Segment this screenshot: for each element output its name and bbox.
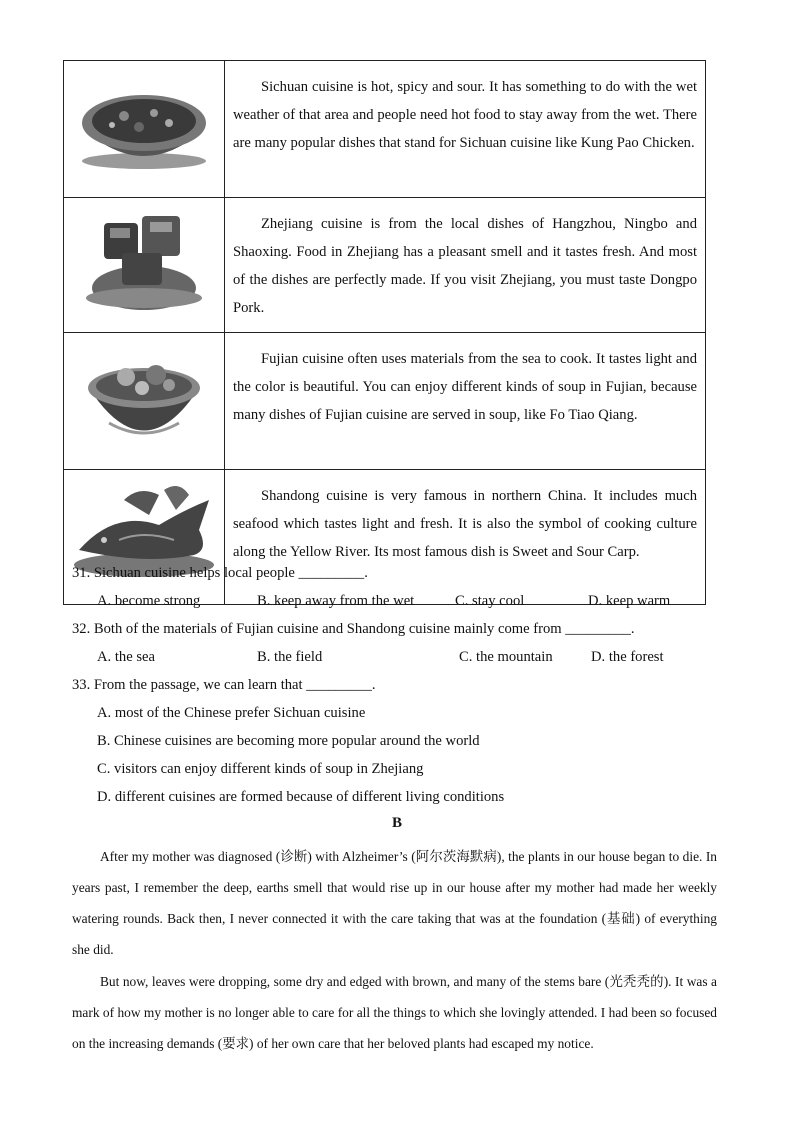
q32-option-d[interactable]: D. the forest bbox=[591, 649, 664, 665]
zhejiang-dish-image bbox=[64, 198, 224, 320]
q33-option-a[interactable]: A. most of the Chinese prefer Sichuan cuisine bbox=[97, 705, 366, 721]
table-row bbox=[64, 333, 706, 470]
cuisine-description: Sichuan cuisine is hot, spicy and sour. It has something to do with the wet weather of that area and people need hot food to stay away from the wet. There are many popular dishes that stand for Sichuan cuisine like Kung Pao Chicken. bbox=[225, 61, 706, 198]
q32-option-a[interactable]: A. the sea bbox=[97, 649, 155, 665]
table-row bbox=[64, 198, 706, 333]
sichuan-dish-image bbox=[64, 61, 224, 185]
passage-paragraph-2: But now, leaves were dropping, some dry and edged with brown, and many of the stems bare (光秃秃的). It was a mark of how my mother is no longer able to care for all the things to which she lovingly attended. I had been so focused on the increasing demands (要求) of her own care that her beloved plants had escaped my notice. bbox=[72, 974, 717, 1051]
q33-option-d[interactable]: D. different cuisines are formed because of different living conditions bbox=[97, 789, 505, 805]
q32-option-b[interactable]: B. the field bbox=[257, 649, 323, 665]
image-cell bbox=[64, 198, 225, 333]
question-33: 33. From the passage, we can learn that _________. bbox=[72, 677, 376, 693]
question-32: 32. Both of the materials of Fujian cuisine and Shandong cuisine mainly come from _________. bbox=[72, 621, 635, 637]
q33-option-c[interactable]: C. visitors can enjoy different kinds of soup in Zhejiang bbox=[97, 761, 424, 777]
image-cell bbox=[64, 61, 225, 198]
image-cell bbox=[64, 333, 225, 470]
cuisine-description: Fujian cuisine often uses materials from the sea to cook. It tastes light and the color is beautiful. You can enjoy different kinds of soup in Fujian, because many dishes of Fujian cuisine are served in soup, like Fo Tiao Qiang. bbox=[225, 333, 706, 470]
image-cell bbox=[64, 470, 225, 605]
table-row bbox=[64, 61, 706, 198]
cuisine-description: Zhejiang cuisine is from the local dishes of Hangzhou, Ningbo and Shaoxing. Food in Zhejiang has a pleasant smell and it tastes fresh. And most of the dishes are perfectly made. If you visit Zhejiang, you must taste Dongpo Pork. bbox=[225, 198, 706, 333]
cuisine-table bbox=[63, 60, 706, 605]
q31-option-c[interactable]: C. stay cool bbox=[455, 593, 525, 609]
q33-option-b[interactable]: B. Chinese cuisines are becoming more popular around the world bbox=[97, 733, 480, 749]
fujian-dish-image bbox=[64, 333, 224, 457]
q31-option-d[interactable]: D. keep warm bbox=[588, 593, 671, 609]
cuisine-description: Shandong cuisine is very famous in northern China. It includes much seafood which tastes light and fresh. It is also the symbol of cooking culture along the Yellow River. Its most famous dish is Sweet and Sour Carp. bbox=[225, 470, 706, 605]
passage-paragraph-1: After my mother was diagnosed (诊断) with Alzheimer’s (阿尔茨海默病), the plants in our house began to die. In years past, I remember the deep, earths smell that would rise up in our house after my mother had made her weekly watering rounds. Back then, I never connected it with the care taking that was at the foundation (基础) of everything she did. bbox=[72, 849, 717, 957]
q31-option-a[interactable]: A. become strong bbox=[97, 593, 201, 609]
q32-option-c[interactable]: C. the mountain bbox=[459, 649, 553, 665]
question-31: 31. Sichuan cuisine helps local people _________. bbox=[72, 565, 368, 581]
q31-option-b[interactable]: B. keep away from the wet bbox=[257, 593, 415, 609]
table-row bbox=[64, 470, 706, 605]
section-heading: B bbox=[391, 815, 402, 831]
